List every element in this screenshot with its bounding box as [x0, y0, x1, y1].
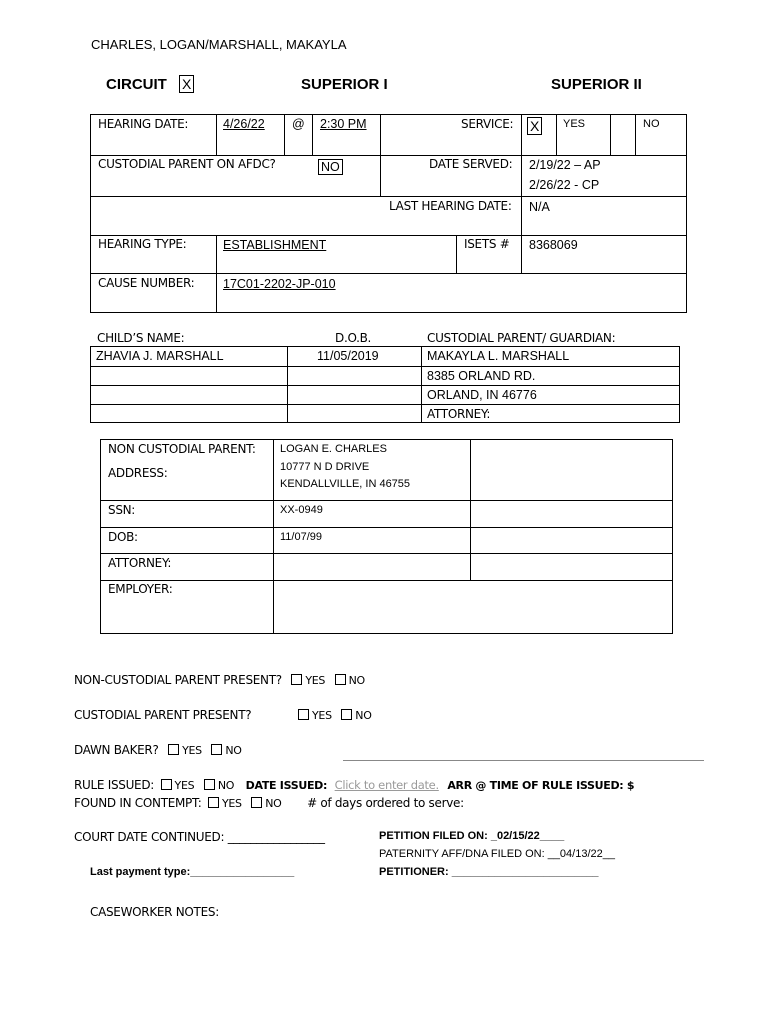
guardian-address-1: 8385 ORLAND RD.	[427, 369, 536, 383]
hearing-date-value[interactable]: 4/26/22	[223, 117, 265, 131]
guardian-name: MAKAYLA L. MARSHALL	[427, 349, 570, 363]
ncp-attorney-label: ATTORNEY:	[108, 556, 172, 570]
caseworker-notes-label: CASEWORKER NOTES:	[90, 905, 219, 919]
dawn-baker-no-checkbox[interactable]: NO	[211, 743, 241, 757]
dawn-baker-line	[343, 760, 704, 761]
guardian-address-2: ORLAND, IN 46776	[427, 388, 537, 402]
cause-number-value[interactable]: 17C01-2202-JP-010	[223, 277, 336, 291]
hearing-date-label: HEARING DATE:	[98, 117, 189, 131]
ncp-address-2: KENDALLVILLE, IN 46755	[280, 478, 411, 490]
ncp-name: LOGAN E. CHARLES	[280, 443, 387, 455]
petitioner[interactable]: PETITIONER: ________________________	[379, 866, 599, 878]
superior-1-label: SUPERIOR I	[301, 76, 388, 93]
cause-number-label: CAUSE NUMBER:	[98, 276, 195, 290]
cp-present-question: CUSTODIAL PARENT PRESENT?	[74, 708, 252, 722]
petition-filed[interactable]: PETITION FILED ON: _02/15/22____	[379, 830, 565, 842]
cp-present-no-checkbox[interactable]: NO	[341, 708, 371, 722]
rule-issued-yes-checkbox[interactable]: YES	[161, 778, 195, 792]
cp-present-yes-checkbox[interactable]: YES	[298, 708, 332, 722]
ncp-address-label: ADDRESS:	[108, 466, 168, 480]
service-checkbox[interactable]: X	[527, 117, 542, 135]
ncp-ssn-value: XX-0949	[280, 504, 323, 516]
cp-present-options	[298, 708, 372, 722]
circuit-label: CIRCUIT	[106, 76, 167, 93]
guardian-header: CUSTODIAL PARENT/ GUARDIAN:	[427, 331, 616, 345]
ncp-present-no-checkbox[interactable]: NO	[335, 673, 365, 687]
ncp-dob-label: DOB:	[108, 530, 138, 544]
contempt-yes-checkbox[interactable]: YES	[208, 796, 242, 810]
circuit-checkbox[interactable]: X	[179, 75, 194, 93]
afdc-value[interactable]: NO	[318, 159, 343, 175]
days-to-serve-label: # of days ordered to serve:	[307, 796, 464, 810]
date-served-1: 2/19/22 – AP	[529, 158, 601, 172]
contempt-row: FOUND IN CONTEMPT: YES NO # of days ordered to serve:	[74, 796, 464, 810]
service-yes-label: YES	[563, 118, 586, 130]
hearing-type-value[interactable]: ESTABLISHMENT	[223, 238, 327, 252]
service-label: SERVICE:	[461, 117, 514, 131]
isets-value: 8368069	[529, 238, 578, 252]
date-served-2: 2/26/22 - CP	[529, 178, 600, 192]
ncp-dob-value: 11/07/99	[280, 531, 323, 543]
ncp-address-1: 10777 N D DRIVE	[280, 461, 370, 473]
ncp-present-question: NON-CUSTODIAL PARENT PRESENT? YES NO	[74, 673, 365, 687]
ncp-label: NON CUSTODIAL PARENT:	[108, 442, 256, 456]
dawn-baker-yes-checkbox[interactable]: YES	[168, 743, 202, 757]
child-name-header: CHILD’S NAME:	[97, 331, 185, 345]
hearing-type-label: HEARING TYPE:	[98, 237, 187, 251]
case-names: CHARLES, LOGAN/MARSHALL, MAKAYLA	[91, 37, 347, 52]
child-name: ZHAVIA J. MARSHALL	[96, 349, 224, 363]
ncp-present-yes-checkbox[interactable]: YES	[291, 673, 325, 687]
afdc-label: CUSTODIAL PARENT ON AFDC?	[98, 157, 276, 171]
paternity-filed[interactable]: PATERNITY AFF/DNA FILED ON: __04/13/22__	[379, 848, 615, 860]
isets-label: ISETS #	[464, 237, 510, 251]
contempt-no-checkbox[interactable]: NO	[251, 796, 281, 810]
guardian-attorney-label: ATTORNEY:	[427, 407, 491, 421]
rule-issued-no-checkbox[interactable]: NO	[204, 778, 234, 792]
date-issued-label: DATE ISSUED:	[245, 779, 328, 792]
last-payment-type[interactable]: Last payment type:_________________	[90, 866, 295, 878]
superior-2-label: SUPERIOR II	[551, 76, 642, 93]
at-symbol: @	[292, 117, 305, 131]
court-date-continued[interactable]: COURT DATE CONTINUED: _________________	[74, 830, 325, 844]
hearing-time-value[interactable]: 2:30 PM	[320, 117, 367, 131]
court-circuit-row	[106, 76, 194, 93]
rule-issued-row: RULE ISSUED: YES NO DATE ISSUED: Click to enter date. ARR @ TIME OF RULE ISSUED: $	[74, 778, 635, 792]
ncp-employer-label: EMPLOYER:	[108, 582, 173, 596]
date-issued-picker[interactable]: Click to enter date.	[334, 778, 439, 792]
last-hearing-value: N/A	[529, 200, 550, 214]
child-dob-header: D.O.B.	[335, 331, 372, 345]
ncp-ssn-label: SSN:	[108, 503, 136, 517]
dawn-baker-question: DAWN BAKER? YES NO	[74, 743, 242, 757]
date-served-label: DATE SERVED:	[429, 157, 513, 171]
arr-label: ARR @ TIME OF RULE ISSUED: $	[447, 779, 635, 792]
child-dob: 11/05/2019	[317, 349, 379, 363]
last-hearing-label: LAST HEARING DATE:	[389, 199, 512, 213]
service-no-label: NO	[643, 118, 660, 130]
